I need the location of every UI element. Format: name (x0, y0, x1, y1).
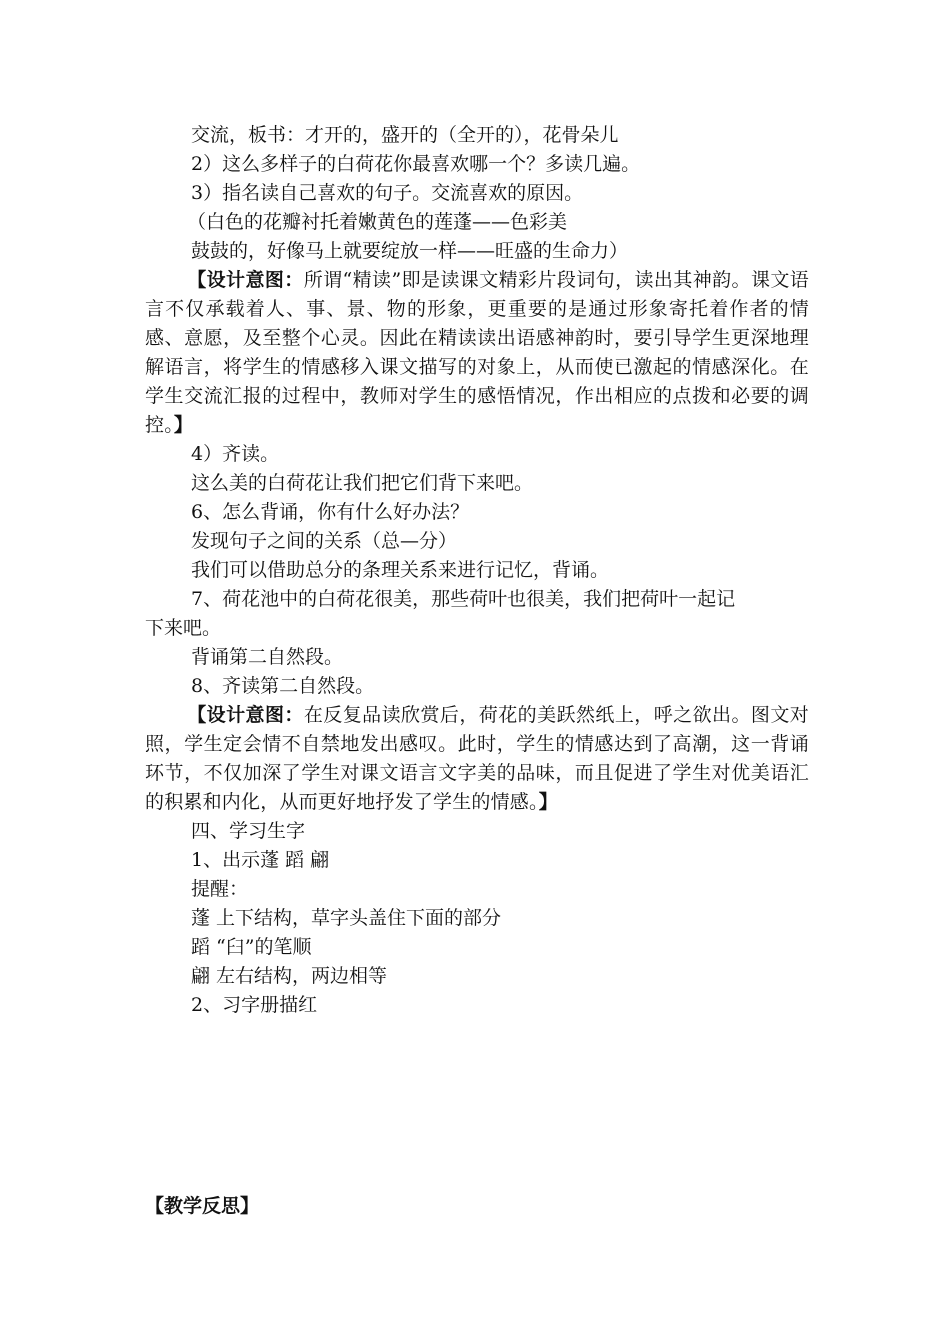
note-text: 所谓“精读”即是读课文精彩片段词句，读出其神韵。课文语言不仅承载着人、事、景、物的形象，更重要的是通过形象寄托着作者的情感、意愿，及至整个心灵。因此在精读读出语感神韵时，要引导学生更深地理解语言，将学生的情感移入课文描写的对象上，从而使已激起的情感深化。在学生交流汇报的过程中，教师对学生的感悟情况，作出相应的点拨和必要的调控。 (145, 269, 809, 436)
note-close: 】 (173, 414, 194, 436)
text-line: 翩 左右结构，两边相等 (191, 965, 388, 987)
design-intent-note-1 (145, 266, 809, 440)
text-line: 提醒： (191, 878, 249, 900)
text-line: 2、习字册描红 (191, 994, 318, 1016)
text-line: 背诵第二自然段。 (191, 646, 344, 668)
section-heading: 四、学习生字 (191, 820, 306, 842)
text-line: （白色的花瓣衬托着嫩黄色的莲蓬——色彩美 (187, 211, 568, 233)
text-line: 下来吧。 (145, 617, 222, 639)
text-line: 我们可以借助总分的条理关系来进行记忆，背诵。 (191, 559, 610, 581)
note-heading: 【设计意图： (187, 269, 304, 291)
note-close: 】 (538, 791, 558, 813)
text-line: 蹈 “臼”的笔顺 (191, 936, 312, 958)
document-body (145, 121, 809, 1020)
text-line: 6、怎么背诵，你有什么好办法？ (191, 501, 470, 523)
text-line: 3）指名读自己喜欢的句子。交流喜欢的原因。 (191, 182, 584, 204)
text-line: 交流，板书：才开的，盛开的（全开的），花骨朵儿 (191, 124, 619, 146)
text-line: 8、齐读第二自然段。 (191, 675, 375, 697)
text-line: 4）齐读。 (191, 443, 280, 465)
text-line: 7、荷花池中的白荷花很美，那些荷叶也很美，我们把荷叶一起记 (191, 588, 736, 610)
text-line: 1、出示蓬 蹈 翩 (191, 849, 330, 871)
text-line: 蓬 上下结构，草字头盖住下面的部分 (191, 907, 502, 929)
design-intent-note-2 (145, 701, 809, 817)
text-line: 这么美的白荷花让我们把它们背下来吧。 (191, 472, 534, 494)
text-line: 2）这么多样子的白荷花你最喜欢哪一个？多读几遍。 (191, 153, 641, 175)
teaching-reflection-title: 【教学反思】 (145, 1195, 260, 1217)
text-line: 鼓鼓的，好像马上就要绽放一样——旺盛的生命力） (191, 240, 629, 262)
note-text: 在反复品读欣赏后，荷花的美跃然纸上，呼之欲出。图文对照，学生定会情不自禁地发出感叹。此时，学生的情感达到了高潮，这一背诵环节，不仅加深了学生对课文语言文字美的品味，而且促进了学生对优美语汇的积累和内化，从而更好地抒发了学生的情感。 (145, 704, 810, 813)
note-heading: 【设计意图： (187, 704, 304, 726)
text-line: 发现句子之间的关系（总—分） (191, 530, 458, 552)
